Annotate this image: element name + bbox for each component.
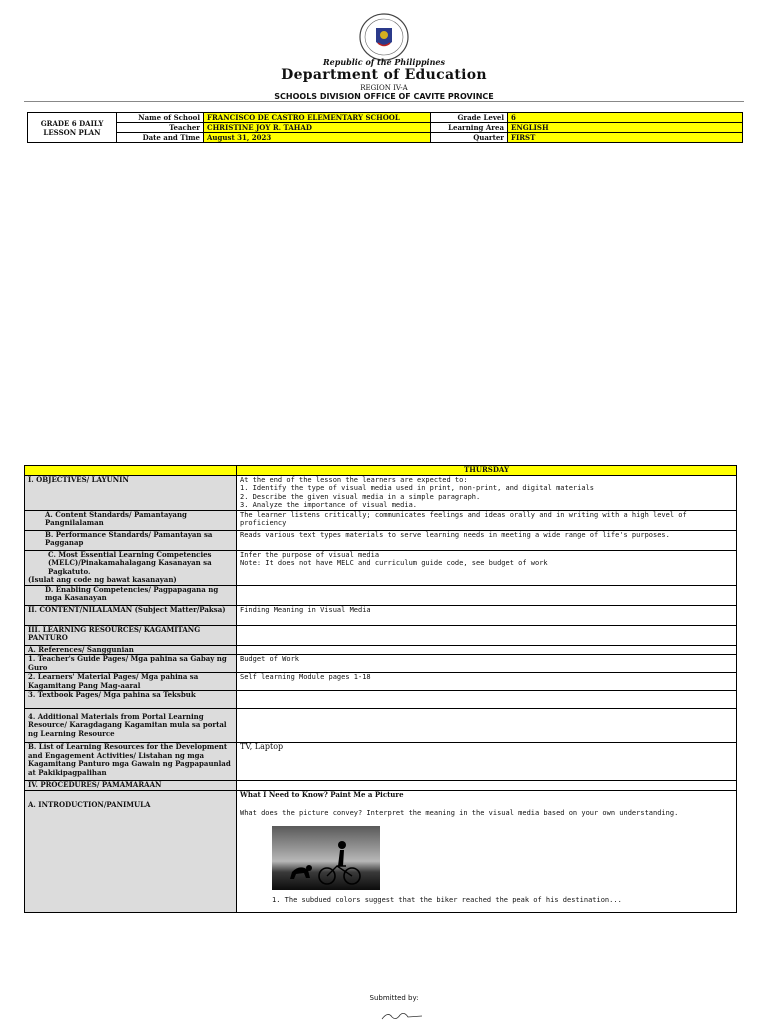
- melc-line: Note: It does not have MELC and curriculum guide code, see budget of work: [240, 559, 548, 567]
- teacher-value: CHRISTINE JOY R. TAHAD: [204, 123, 431, 133]
- references-value: [237, 645, 737, 655]
- resources-label: III. LEARNING RESOURCES/ KAGAMITANG PANTURO: [25, 625, 237, 645]
- daily-lesson-log-table: [24, 465, 737, 913]
- performance-standards-label: B. Performance Standards/ Pamantayan sa Pagganap: [25, 530, 237, 550]
- grade-label: GRADE 6 DAILY LESSON PLAN: [28, 113, 117, 143]
- lesson-info-table: [27, 112, 743, 143]
- introduction-item: 1. The subdued colors suggest that the biker reached the peak of his destination...: [272, 895, 622, 904]
- objectives-line: 2. Describe the given visual media in a simple paragraph.: [240, 492, 481, 501]
- quarter-label: Quarter: [431, 133, 508, 143]
- introduction-title: What I Need to Know? Paint Me a Picture: [240, 790, 404, 799]
- melc-line: Infer the purpose of visual media: [240, 550, 380, 559]
- biker-silhouette-image: [272, 826, 380, 890]
- learners-material-label: 2. Learners' Material Pages/ Mga pahina sa Kagamitang Pang Mag-aaral: [25, 673, 237, 691]
- objectives-line: 1. Identify the type of visual media used in print, non-print, and digital materials: [240, 484, 595, 492]
- objectives-cell: [237, 475, 737, 510]
- department-title: Department of Education: [281, 67, 487, 83]
- learners-material-value: Self learning Module pages 1-18: [237, 673, 737, 691]
- additional-materials-label: 4. Additional Materials from Portal Learning Resource/ Karagdagang Kagamitan mula sa portal ng Learning Resource: [25, 709, 237, 743]
- melc-note: (Isulat ang code ng bawat kasanayan): [28, 575, 177, 584]
- procedures-label: IV. PROCEDURES/ PAMAMARAAN: [25, 781, 237, 791]
- textbook-label: 3. Textbook Pages/ Mga pahina sa Teksbuk: [25, 691, 237, 709]
- learning-area-label: Learning Area: [431, 123, 508, 133]
- objectives-label: I. OBJECTIVES/ LAYUNIN: [25, 475, 237, 510]
- procedures-value: [237, 781, 737, 791]
- deped-seal-icon: [354, 12, 414, 62]
- content-standards-label: A. Content Standards/ Pamantayang Pangnilalaman: [25, 510, 237, 530]
- performance-standards-value: Reads various text types materials to serve learning needs in meeting a wide range of life's purposes.: [237, 530, 737, 550]
- content-standards-value: The learner listens critically; communicates feelings and ideas orally and in writing with a high level of proficiency: [237, 510, 737, 530]
- header-divider: [24, 101, 744, 102]
- melc-label: C. Most Essential Learning Competencies (MELC)/Pinakamahalagang Kasanayan sa Pagkatuto.: [48, 550, 212, 576]
- day-header: THURSDAY: [237, 466, 737, 476]
- textbook-value: [237, 691, 737, 709]
- school-label: Name of School: [117, 113, 204, 123]
- introduction-cell: [237, 790, 737, 912]
- teachers-guide-label: 1. Teacher's Guide Pages/ Mga pahina sa Gabay ng Guro: [25, 655, 237, 673]
- melc-value-cell: [237, 550, 737, 585]
- additional-materials-value: [237, 709, 737, 743]
- signature-icon: [378, 1008, 426, 1027]
- enabling-label: D. Enabling Competencies/ Pagpapagana ng mga Kasanayan: [25, 585, 237, 605]
- references-label: A. References/ Sanggunian: [25, 645, 237, 655]
- date-value: August 31, 2023: [204, 133, 431, 143]
- teachers-guide-value: Budget of Work: [237, 655, 737, 673]
- introduction-label: A. INTRODUCTION/PANIMULA: [25, 790, 237, 912]
- list-resources-label: B. List of Learning Resources for the Development and Engagement Activities/ Listahan ng mga Kagamitang Panturo mga Gawain ng Pagpapaunlad at Pakikipagpalihan: [25, 743, 237, 781]
- introduction-question: What does the picture convey? Interpret the meaning in the visual media based on your own understanding.: [240, 809, 679, 817]
- region-text: REGION IV-A: [360, 84, 408, 92]
- content-label: II. CONTENT/NILALAMAN (Subject Matter/Paksa): [25, 605, 237, 625]
- quarter-value: FIRST: [508, 133, 743, 143]
- grade-level-value: 6: [508, 113, 743, 123]
- teacher-label: Teacher: [117, 123, 204, 133]
- resources-value: [237, 625, 737, 645]
- division-text: SCHOOLS DIVISION OFFICE OF CAVITE PROVINCE: [274, 92, 494, 101]
- republic-text: Republic of the Philippines: [322, 57, 445, 67]
- content-value: Finding Meaning in Visual Media: [237, 605, 737, 625]
- objectives-line: 3. Analyze the importance of visual media.: [240, 501, 418, 509]
- list-resources-value: TV, Laptop: [237, 743, 737, 781]
- learning-area-value: ENGLISH: [508, 123, 743, 133]
- melc-cell: [25, 550, 237, 585]
- enabling-value: [237, 585, 737, 605]
- school-value: FRANCISCO DE CASTRO ELEMENTARY SCHOOL: [204, 113, 431, 123]
- submitted-by-label: Submitted by:: [369, 994, 419, 1002]
- grade-level-label: Grade Level: [431, 113, 508, 123]
- objectives-line: At the end of the lesson the learners are expected to:: [240, 475, 468, 484]
- corner-cell: [25, 466, 237, 476]
- date-label: Date and Time: [117, 133, 204, 143]
